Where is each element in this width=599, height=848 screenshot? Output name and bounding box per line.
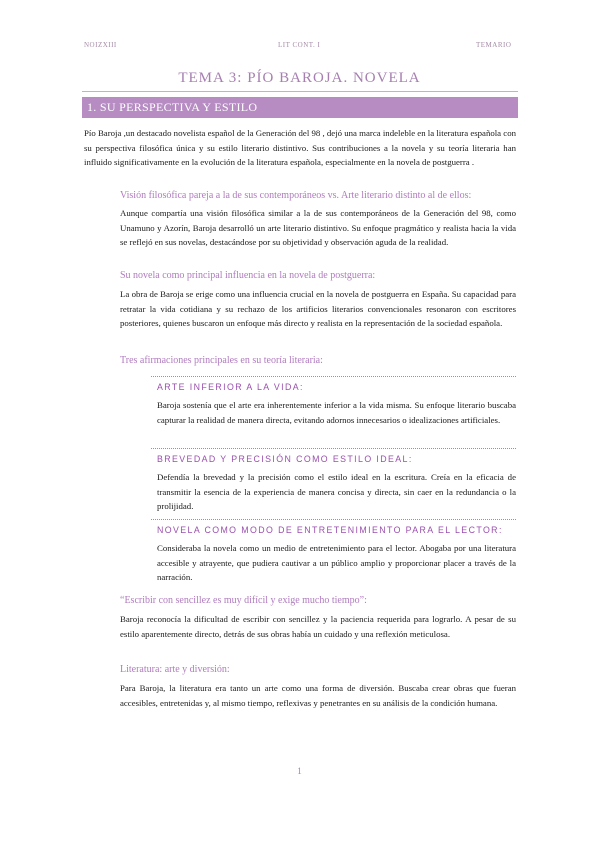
paragraph-simplicity: Baroja reconocía la dificultad de escribir con sencillez y la paciencia requerida para lograrlo. A pesar de su estilo aparentemente directo, detrás de sus obras había un cuidado y una reflexión meticulosa. <box>120 614 516 639</box>
claim-title-2: BREVEDAD Y PRECISIÓN COMO ESTILO IDEAL: <box>157 454 413 464</box>
header-right: TEMARIO <box>476 41 512 49</box>
subheading-vision: Visión filosófica pareja a la de sus contemporáneos vs. Arte literario distinto al de ellos: <box>120 190 472 201</box>
title-divider <box>82 91 518 92</box>
claim-divider <box>151 519 516 520</box>
intro-paragraph: Pío Baroja ,un destacado novelista español de la Generación del 98 , dejó una marca indeleble en la literatura española con su perspectiva filosófica única y su estilo literario distintivo. Sus contribuciones a la novela y su teoría literaria han influido significativamente en la evolución de la literatura española, especialmente en la novela de postguerra . <box>84 128 516 168</box>
subheading-art-fun: Literatura: arte y diversión: <box>120 664 230 675</box>
claim-text-3: Consideraba la novela como un medio de entretenimiento para el lector. Abogaba por una literatura accesible y atrayente, que pudiera cautivar a un público amplio y proporcionar placer a través de la narración. <box>157 543 516 583</box>
claim-divider <box>151 376 516 377</box>
claim-title-1: ARTE INFERIOR A LA VIDA: <box>157 382 304 392</box>
subheading-influence: Su novela como principal influencia en la novela de postguerra: <box>120 270 376 281</box>
header-left: NOIZXIII <box>84 41 117 49</box>
paragraph-vision: Aunque compartía una visión filosófica similar a la de sus contemporáneos de la Generación del 98, como Unamuno y Azorín, Baroja desarrolló un arte literario distintivo. Su enfoque pragmático y realista hacia la vida se reflejó en sus novelas, destacándose por su objetividad y observación aguda de la realidad. <box>120 208 516 248</box>
header-center: LIT CONT. I <box>278 41 321 49</box>
claim-title-3: NOVELA COMO MODO DE ENTRETENIMIENTO PARA EL LECTOR: <box>157 525 503 535</box>
subheading-simplicity: “Escribir con sencillez es muy difícil y exige mucho tiempo”: <box>120 595 367 606</box>
page-number: 1 <box>297 766 302 776</box>
claim-text-1: Baroja sostenía que el arte era inherentemente inferior a la vida misma. Su enfoque literario buscaba capturar la realidad de manera directa, evitando adornos innecesarios o idealizaciones artificiales. <box>157 400 516 425</box>
claim-divider <box>151 448 516 449</box>
page-title: TEMA 3: PÍO BAROJA. NOVELA <box>178 70 421 86</box>
section-heading: 1. SU PERSPECTIVA Y ESTILO <box>82 97 518 118</box>
subheading-claims: Tres afirmaciones principales en su teoría literaria: <box>120 355 323 366</box>
claim-text-2: Defendía la brevedad y la precisión como el estilo ideal en la escritura. Creía en la eficacia de transmitir la esencia de la experiencia de manera concisa y directa, sin caer en la redundancia o la prolijidad. <box>157 472 516 512</box>
paragraph-influence: La obra de Baroja se erige como una influencia crucial en la novela de postguerra en España. Su capacidad para retratar la vida cotidiana y su rechazo de los artificios literarios convencionales resonaron con escritores posteriores, quienes buscaron un enfoque más directo y realista en la representación de la sociedad española. <box>120 289 516 329</box>
paragraph-art-fun: Para Baroja, la literatura era tanto un arte como una forma de diversión. Buscaba crear obras que fueran accesibles, entretenidas y, al mismo tiempo, reflexivas y penetrantes en su análisis de la condición humana. <box>120 683 516 708</box>
